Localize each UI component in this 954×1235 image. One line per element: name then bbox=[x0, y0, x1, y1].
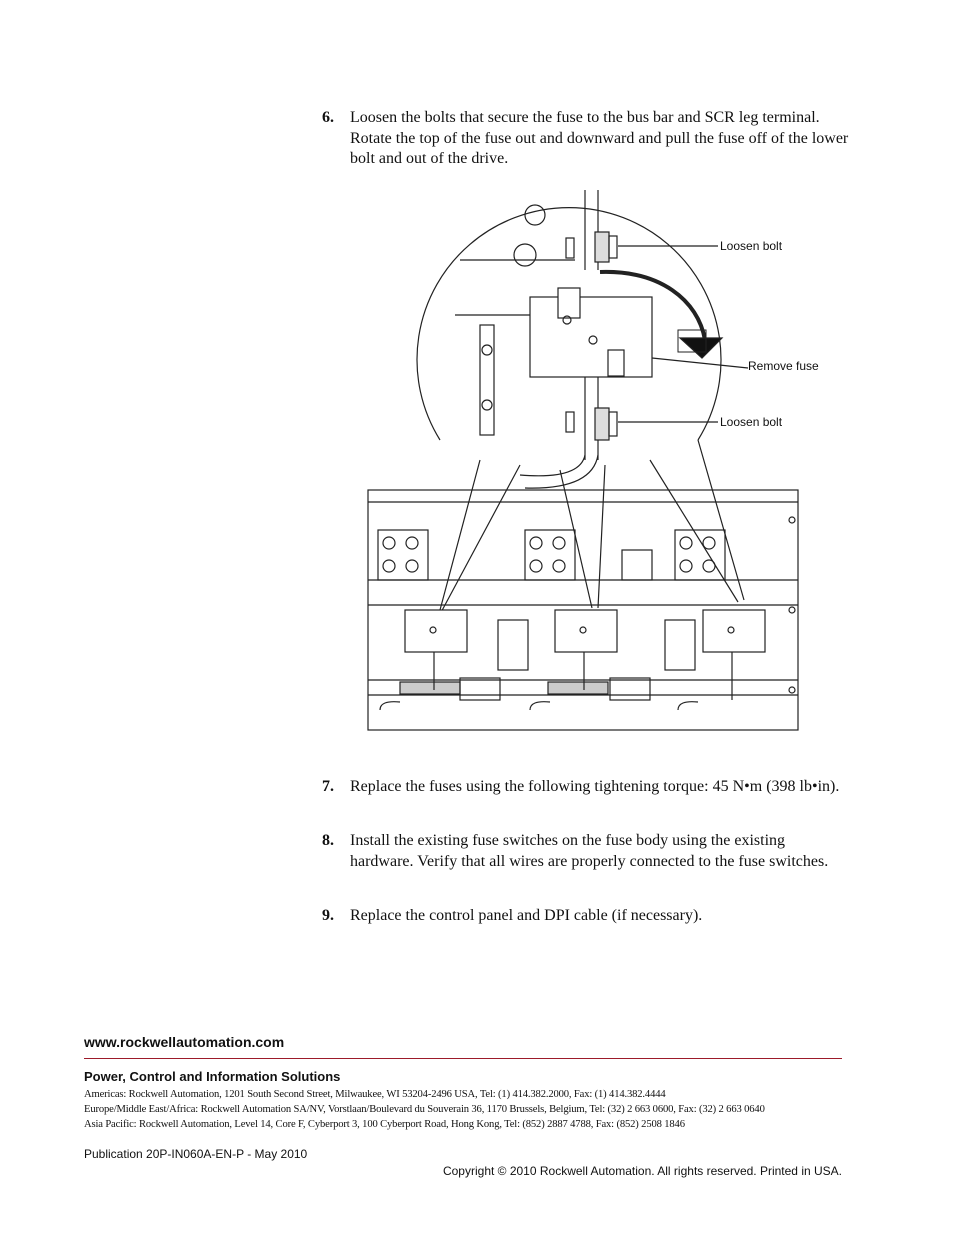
publication-number: Publication 20P-IN060A-EN-P - May 2010 bbox=[84, 1147, 308, 1161]
bus-bar-right bbox=[675, 530, 725, 580]
step-number: 8. bbox=[322, 832, 334, 849]
step-7 bbox=[322, 777, 852, 798]
step-number: 9. bbox=[322, 907, 334, 924]
footer-divider bbox=[84, 1058, 842, 1059]
step-9 bbox=[322, 906, 852, 927]
callout-bottom-bolt: Loosen bolt bbox=[720, 415, 783, 429]
pointer-cone-left bbox=[438, 460, 520, 618]
step-8 bbox=[322, 831, 852, 872]
step-text: Install the existing fuse switches on the fuse body using the existing hardware. Verify that all wires are properly connected to the fuse switches. bbox=[350, 832, 829, 870]
company-tagline: Power, Control and Information Solutions bbox=[84, 1069, 341, 1084]
pointer-cone-right bbox=[650, 440, 744, 602]
website-link[interactable]: www.rockwellautomation.com bbox=[84, 1034, 285, 1050]
copyright-notice: Copyright © 2010 Rockwell Automation. All rights reserved. Printed in USA. bbox=[442, 1164, 842, 1178]
bus-bar-center bbox=[525, 530, 575, 580]
step-6 bbox=[322, 108, 852, 170]
step-number: 7. bbox=[322, 778, 334, 795]
fuse-removal-illustration bbox=[360, 190, 819, 730]
step-number: 6. bbox=[322, 109, 334, 126]
step-text: Replace the control panel and DPI cable (if necessary). bbox=[350, 907, 703, 924]
callout-top-bolt: Loosen bolt bbox=[720, 239, 783, 253]
bus-bar-left bbox=[378, 530, 428, 580]
step-text: Replace the fuses using the following tightening torque: 45 N•m (398 lb•in). bbox=[350, 778, 840, 795]
pointer-cone-center bbox=[560, 465, 605, 608]
address-americas: Americas: Rockwell Automation, 1201 South Second Street, Milwaukee, WI 53204-2496 USA, Tel: (1) 414.382.2000, Fax: (1) 414.382.4444 bbox=[84, 1089, 666, 1100]
callout-remove-fuse: Remove fuse bbox=[748, 359, 819, 373]
address-asia-pacific: Asia Pacific: Rockwell Automation, Level 14, Core F, Cyberport 3, 100 Cyberport Road, Hong Kong, Tel: (852) 2887 4788, Fax: (852) 2508 1846 bbox=[84, 1119, 685, 1130]
step-text: Loosen the bolts that secure the fuse to the bus bar and SCR leg terminal. Rotate the top of the fuse out and downward and pull the fuse off of the lower bolt and out of the drive. bbox=[350, 109, 849, 167]
address-emea: Europe/Middle East/Africa: Rockwell Automation SA/NV, Vorstlaan/Boulevard du Souverain 36, 1170 Brussels, Belgium, Tel: (32) 2 663 0600, Fax: (32) 2 663 0640 bbox=[84, 1104, 765, 1115]
